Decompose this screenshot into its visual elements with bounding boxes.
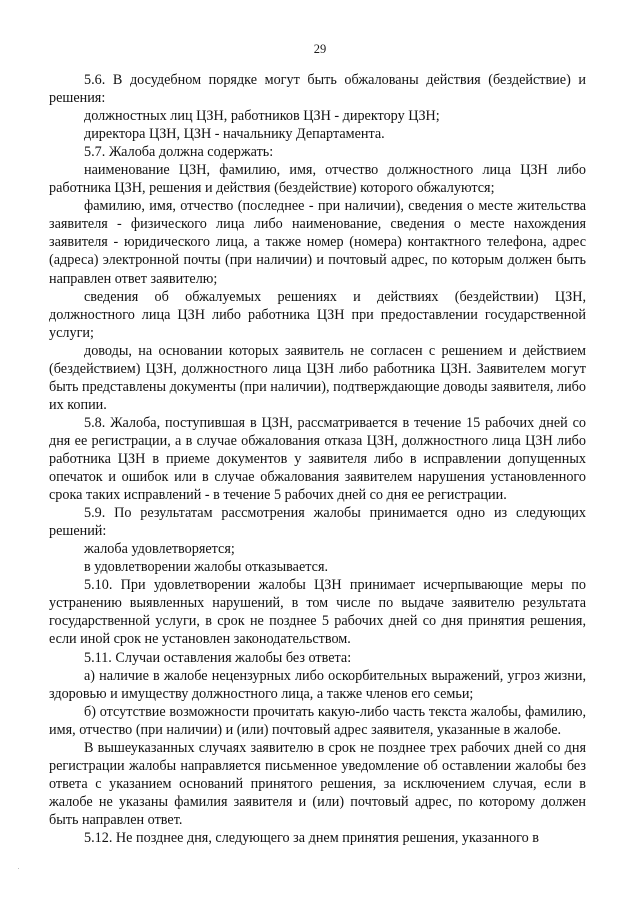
paragraph-complaint-satisfied: жалоба удовлетворяется; [84,541,235,558]
paragraph-5-12: 5.12. Не позднее дня, следующего за днем принятия решения, указанного в [84,829,539,846]
paragraph-complaint-arguments: доводы, на основании которых заявитель не согласен с решением и действием (бездействием) ЦЗН, должностного лица ЦЗН либо работника ЦЗН. Заявителем могут быть представлены документы (при наличии), подтверждающие доводы заявителя, либо их копии. [49,342,586,413]
page-number: 29 [313,42,327,56]
paragraph-complaint-refused: в удовлетворении жалобы отказывается. [84,559,329,576]
paragraph-notification: В вышеуказанных случаях заявителю в срок не позднее трех рабочих дней со дня регистрации жалобы направляется письменное уведомление об оставлении жалобы без ответа с указанием оснований принятого решения, за исключением случая, если в жалобе не указаны фамилия заявителя и (или) почтовый адрес, по которому должен быть направлен ответ. [49,739,586,828]
paragraph-5-9: 5.9. По результатам рассмотрения жалобы принимается одно из следующих решений: [49,505,586,540]
paragraph-complaint-name: наименование ЦЗН, фамилию, имя, отчество должностного лица ЦЗН либо работника ЦЗН, решения и действия (бездействие) которого обжалуются; [49,162,586,197]
paragraph-5-11-b: б) отсутствие возможности прочитать какую-либо часть текста жалобы, фамилию, имя, отчество (при наличии) и (или) почтовый адрес заявителя, указанные в жалобе. [49,703,586,738]
paragraph-5-8: 5.8. Жалоба, поступившая в ЦЗН, рассматривается в течение 15 рабочих дней со дня ее регистрации, а в случае обжалования отказа ЦЗН, должностного лица ЦЗН либо работника ЦЗН в приеме документов у заявителя либо в исправлении допущенных опечаток и ошибок или в случае обжалования заявителем нарушения установленного срока таких исправлений - в течение 5 рабочих дней со дня ее регистрации. [49,414,586,504]
paragraph-5-7: 5.7. Жалоба должна содержать: [84,144,274,161]
scan-mark [18,868,19,869]
paragraph-complaint-decisions: сведения об обжалуемых решениях и действиях (бездействии) ЦЗН, должностного лица ЦЗН либо работника ЦЗН при предоставлении государственной услуги; [49,288,586,341]
paragraph-5-6: 5.6. В досудебном порядке могут быть обжалованы действия (бездействие) и решения: [49,72,586,107]
paragraph-5-11: 5.11. Случаи оставления жалобы без ответа: [84,649,352,666]
paragraph-officials-appeal: должностных лиц ЦЗН, работников ЦЗН - директору ЦЗН; [84,108,440,125]
paragraph-5-11-a: а) наличие в жалобе нецензурных либо оскорбительных выражений, угроз жизни, здоровью и имуществу должностного лица, а также членов его семьи; [49,667,586,702]
paragraph-director-appeal: директора ЦЗН, ЦЗН - начальнику Департамента. [84,126,385,143]
paragraph-complaint-applicant: фамилию, имя, отчество (последнее - при наличии), сведения о месте жительства заявителя - физического лица либо наименование, сведения о месте нахождения заявителя - юридического лица, а также номер (номера) контактного телефона, адрес (адреса) электронной почты (при наличии) и почтовый адрес, по которым должен быть направлен ответ заявителю; [49,198,586,287]
paragraph-5-10: 5.10. При удовлетворении жалобы ЦЗН принимает исчерпывающие меры по устранению выявленных нарушений, в том числе по выдаче заявителю результата государственной услуги, в срок не позднее 5 рабочих дней со дня принятия решения, если иной срок не установлен законодательством. [49,577,586,648]
document-body [49,71,586,847]
